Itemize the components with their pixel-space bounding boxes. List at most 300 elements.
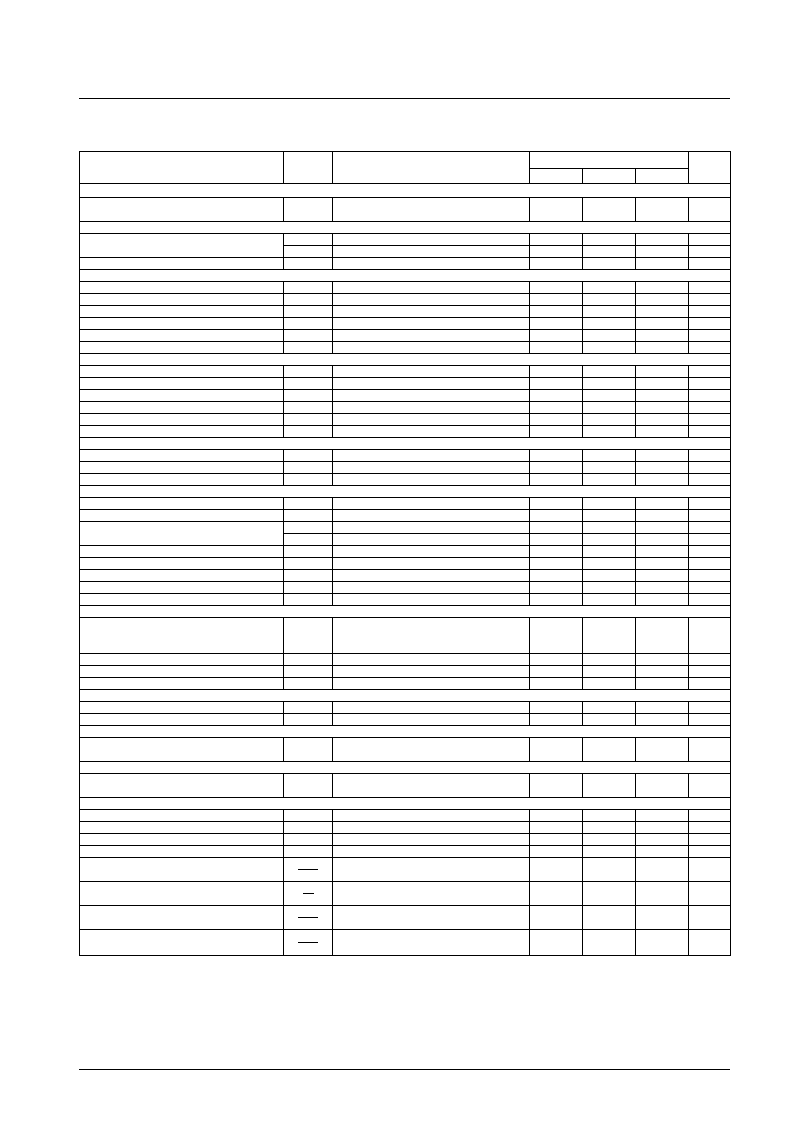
section-row bbox=[80, 606, 731, 618]
min-cell bbox=[530, 546, 583, 558]
table-row bbox=[80, 330, 731, 342]
conditions-cell bbox=[333, 246, 530, 258]
symbol-cell bbox=[284, 402, 333, 414]
table-row bbox=[80, 474, 731, 486]
parameter-cell bbox=[80, 930, 284, 956]
min-cell bbox=[530, 390, 583, 402]
table-row bbox=[80, 378, 731, 390]
min-cell bbox=[530, 474, 583, 486]
max-cell bbox=[636, 450, 689, 462]
min-cell bbox=[530, 498, 583, 510]
min-cell bbox=[530, 294, 583, 306]
section-row bbox=[80, 438, 731, 450]
conditions-cell bbox=[333, 654, 530, 666]
parameter-cell bbox=[80, 282, 284, 294]
table-row bbox=[80, 366, 731, 378]
symbol-cell bbox=[284, 450, 333, 462]
max-cell bbox=[636, 714, 689, 726]
typ-cell bbox=[583, 234, 636, 246]
min-cell bbox=[530, 810, 583, 822]
conditions-cell bbox=[333, 330, 530, 342]
typ-cell bbox=[583, 246, 636, 258]
conditions-cell bbox=[333, 702, 530, 714]
min-cell bbox=[530, 666, 583, 678]
min-cell bbox=[530, 618, 583, 654]
conditions-cell bbox=[333, 426, 530, 438]
section-row bbox=[80, 354, 731, 366]
max-cell bbox=[636, 390, 689, 402]
symbol-cell bbox=[284, 294, 333, 306]
max-cell bbox=[636, 618, 689, 654]
typ-cell bbox=[583, 258, 636, 270]
unit-cell bbox=[689, 402, 731, 414]
min-cell bbox=[530, 534, 583, 546]
header-symbol bbox=[284, 152, 333, 184]
conditions-cell bbox=[333, 582, 530, 594]
typ-cell bbox=[583, 498, 636, 510]
table-row bbox=[80, 318, 731, 330]
unit-cell bbox=[689, 882, 731, 906]
conditions-cell bbox=[333, 738, 530, 762]
section-label bbox=[80, 798, 731, 810]
parameter-cell bbox=[80, 570, 284, 582]
header-unit bbox=[689, 152, 731, 184]
conditions-cell bbox=[333, 510, 530, 522]
typ-cell bbox=[583, 666, 636, 678]
section-label bbox=[80, 606, 731, 618]
table-row bbox=[80, 702, 731, 714]
min-cell bbox=[530, 858, 583, 882]
table-row bbox=[80, 498, 731, 510]
typ-cell bbox=[583, 294, 636, 306]
symbol-cell bbox=[284, 678, 333, 690]
table-row bbox=[80, 402, 731, 414]
typ-cell bbox=[583, 522, 636, 534]
conditions-cell bbox=[333, 498, 530, 510]
max-cell bbox=[636, 234, 689, 246]
symbol-cell bbox=[284, 426, 333, 438]
typ-cell bbox=[583, 318, 636, 330]
table-row bbox=[80, 390, 731, 402]
max-cell bbox=[636, 522, 689, 534]
table-row bbox=[80, 846, 731, 858]
max-cell bbox=[636, 774, 689, 798]
conditions-cell bbox=[333, 534, 530, 546]
unit-cell bbox=[689, 258, 731, 270]
overline-mark bbox=[298, 917, 318, 918]
conditions-cell bbox=[333, 294, 530, 306]
table-row bbox=[80, 738, 731, 762]
symbol-cell bbox=[284, 666, 333, 678]
max-cell bbox=[636, 366, 689, 378]
unit-cell bbox=[689, 930, 731, 956]
header-typ bbox=[583, 169, 636, 184]
parameter-cell bbox=[80, 330, 284, 342]
conditions-cell bbox=[333, 318, 530, 330]
typ-cell bbox=[583, 342, 636, 354]
unit-cell bbox=[689, 594, 731, 606]
typ-cell bbox=[583, 474, 636, 486]
section-label bbox=[80, 690, 731, 702]
parameter-cell bbox=[80, 522, 284, 546]
parameter-cell bbox=[80, 498, 284, 510]
typ-cell bbox=[583, 810, 636, 822]
conditions-cell bbox=[333, 774, 530, 798]
min-cell bbox=[530, 510, 583, 522]
table-row bbox=[80, 570, 731, 582]
max-cell bbox=[636, 426, 689, 438]
parameter-cell bbox=[80, 858, 284, 882]
symbol-cell bbox=[284, 522, 333, 534]
typ-cell bbox=[583, 906, 636, 930]
parameter-cell bbox=[80, 702, 284, 714]
typ-cell bbox=[583, 738, 636, 762]
max-cell bbox=[636, 198, 689, 222]
unit-cell bbox=[689, 426, 731, 438]
max-cell bbox=[636, 534, 689, 546]
symbol-cell bbox=[284, 198, 333, 222]
conditions-cell bbox=[333, 906, 530, 930]
max-cell bbox=[636, 258, 689, 270]
min-cell bbox=[530, 246, 583, 258]
conditions-cell bbox=[333, 618, 530, 654]
table-row bbox=[80, 594, 731, 606]
typ-cell bbox=[583, 366, 636, 378]
symbol-cell bbox=[284, 810, 333, 822]
symbol-cell bbox=[284, 834, 333, 846]
header-parameter bbox=[80, 152, 284, 184]
unit-cell bbox=[689, 234, 731, 246]
symbol-cell bbox=[284, 258, 333, 270]
unit-cell bbox=[689, 702, 731, 714]
conditions-cell bbox=[333, 414, 530, 426]
table-row bbox=[80, 654, 731, 666]
table-row bbox=[80, 510, 731, 522]
max-cell bbox=[636, 930, 689, 956]
table-row bbox=[80, 198, 731, 222]
table-row bbox=[80, 426, 731, 438]
overline-mark bbox=[298, 869, 318, 870]
min-cell bbox=[530, 822, 583, 834]
table-row bbox=[80, 822, 731, 834]
conditions-cell bbox=[333, 558, 530, 570]
parameter-cell bbox=[80, 678, 284, 690]
min-cell bbox=[530, 678, 583, 690]
table-row bbox=[80, 522, 731, 534]
parameter-cell bbox=[80, 510, 284, 522]
table-row bbox=[80, 906, 731, 930]
typ-cell bbox=[583, 714, 636, 726]
min-cell bbox=[530, 738, 583, 762]
unit-cell bbox=[689, 198, 731, 222]
min-cell bbox=[530, 306, 583, 318]
parameter-cell bbox=[80, 834, 284, 846]
typ-cell bbox=[583, 654, 636, 666]
symbol-cell bbox=[284, 414, 333, 426]
section-row bbox=[80, 270, 731, 282]
table-row bbox=[80, 450, 731, 462]
parameter-cell bbox=[80, 774, 284, 798]
section-label bbox=[80, 354, 731, 366]
table-row bbox=[80, 882, 731, 906]
min-cell bbox=[530, 318, 583, 330]
typ-cell bbox=[583, 846, 636, 858]
conditions-cell bbox=[333, 342, 530, 354]
typ-cell bbox=[583, 198, 636, 222]
conditions-cell bbox=[333, 282, 530, 294]
symbol-cell bbox=[284, 378, 333, 390]
unit-cell bbox=[689, 654, 731, 666]
conditions-cell bbox=[333, 846, 530, 858]
min-cell bbox=[530, 234, 583, 246]
table-row bbox=[80, 558, 731, 570]
max-cell bbox=[636, 558, 689, 570]
unit-cell bbox=[689, 282, 731, 294]
symbol-cell bbox=[284, 858, 333, 882]
max-cell bbox=[636, 666, 689, 678]
symbol-cell bbox=[284, 654, 333, 666]
unit-cell bbox=[689, 666, 731, 678]
typ-cell bbox=[583, 822, 636, 834]
section-row bbox=[80, 222, 731, 234]
conditions-cell bbox=[333, 666, 530, 678]
conditions-cell bbox=[333, 810, 530, 822]
conditions-cell bbox=[333, 306, 530, 318]
conditions-cell bbox=[333, 366, 530, 378]
unit-cell bbox=[689, 246, 731, 258]
table-row bbox=[80, 810, 731, 822]
min-cell bbox=[530, 834, 583, 846]
unit-cell bbox=[689, 342, 731, 354]
unit-cell bbox=[689, 330, 731, 342]
min-cell bbox=[530, 330, 583, 342]
parameter-cell bbox=[80, 342, 284, 354]
unit-cell bbox=[689, 318, 731, 330]
unit-cell bbox=[689, 738, 731, 762]
unit-cell bbox=[689, 570, 731, 582]
parameter-cell bbox=[80, 558, 284, 570]
typ-cell bbox=[583, 414, 636, 426]
conditions-cell bbox=[333, 714, 530, 726]
unit-cell bbox=[689, 378, 731, 390]
max-cell bbox=[636, 834, 689, 846]
unit-cell bbox=[689, 810, 731, 822]
conditions-cell bbox=[333, 234, 530, 246]
max-cell bbox=[636, 498, 689, 510]
min-cell bbox=[530, 258, 583, 270]
table-row bbox=[80, 858, 731, 882]
typ-cell bbox=[583, 774, 636, 798]
section-row bbox=[80, 762, 731, 774]
parameter-cell bbox=[80, 462, 284, 474]
conditions-cell bbox=[333, 258, 530, 270]
parameter-cell bbox=[80, 234, 284, 258]
unit-cell bbox=[689, 858, 731, 882]
conditions-cell bbox=[333, 822, 530, 834]
unit-cell bbox=[689, 582, 731, 594]
max-cell bbox=[636, 906, 689, 930]
unit-cell bbox=[689, 534, 731, 546]
max-cell bbox=[636, 330, 689, 342]
unit-cell bbox=[689, 294, 731, 306]
min-cell bbox=[530, 882, 583, 906]
unit-cell bbox=[689, 846, 731, 858]
max-cell bbox=[636, 306, 689, 318]
unit-cell bbox=[689, 834, 731, 846]
parameter-cell bbox=[80, 582, 284, 594]
min-cell bbox=[530, 450, 583, 462]
min-cell bbox=[530, 702, 583, 714]
typ-cell bbox=[583, 510, 636, 522]
section-row bbox=[80, 690, 731, 702]
table-row bbox=[80, 930, 731, 956]
unit-cell bbox=[689, 510, 731, 522]
conditions-cell bbox=[333, 834, 530, 846]
typ-cell bbox=[583, 426, 636, 438]
table-row bbox=[80, 258, 731, 270]
header-max bbox=[636, 169, 689, 184]
section-row bbox=[80, 486, 731, 498]
table-row bbox=[80, 666, 731, 678]
typ-cell bbox=[583, 282, 636, 294]
section-row bbox=[80, 184, 731, 198]
conditions-cell bbox=[333, 882, 530, 906]
symbol-cell bbox=[284, 534, 333, 546]
parameter-cell bbox=[80, 822, 284, 834]
min-cell bbox=[530, 654, 583, 666]
conditions-cell bbox=[333, 858, 530, 882]
min-cell bbox=[530, 522, 583, 534]
min-cell bbox=[530, 558, 583, 570]
electrical-characteristics-table bbox=[79, 151, 731, 956]
symbol-cell bbox=[284, 582, 333, 594]
max-cell bbox=[636, 462, 689, 474]
footer-rule bbox=[79, 1069, 730, 1070]
section-label bbox=[80, 222, 731, 234]
typ-cell bbox=[583, 678, 636, 690]
section-row bbox=[80, 798, 731, 810]
typ-cell bbox=[583, 858, 636, 882]
max-cell bbox=[636, 546, 689, 558]
conditions-cell bbox=[333, 198, 530, 222]
symbol-cell bbox=[284, 510, 333, 522]
max-cell bbox=[636, 846, 689, 858]
conditions-cell bbox=[333, 522, 530, 534]
typ-cell bbox=[583, 618, 636, 654]
table-row bbox=[80, 414, 731, 426]
max-cell bbox=[636, 294, 689, 306]
symbol-cell bbox=[284, 390, 333, 402]
min-cell bbox=[530, 282, 583, 294]
header-limits bbox=[530, 152, 689, 169]
unit-cell bbox=[689, 546, 731, 558]
symbol-cell bbox=[284, 330, 333, 342]
min-cell bbox=[530, 342, 583, 354]
parameter-cell bbox=[80, 318, 284, 330]
unit-cell bbox=[689, 618, 731, 654]
conditions-cell bbox=[333, 678, 530, 690]
typ-cell bbox=[583, 702, 636, 714]
max-cell bbox=[636, 822, 689, 834]
symbol-cell bbox=[284, 774, 333, 798]
conditions-cell bbox=[333, 378, 530, 390]
typ-cell bbox=[583, 582, 636, 594]
max-cell bbox=[636, 654, 689, 666]
parameter-cell bbox=[80, 714, 284, 726]
typ-cell bbox=[583, 834, 636, 846]
table-row bbox=[80, 582, 731, 594]
symbol-cell bbox=[284, 546, 333, 558]
unit-cell bbox=[689, 678, 731, 690]
unit-cell bbox=[689, 714, 731, 726]
symbol-cell bbox=[284, 474, 333, 486]
max-cell bbox=[636, 858, 689, 882]
min-cell bbox=[530, 378, 583, 390]
symbol-cell bbox=[284, 318, 333, 330]
min-cell bbox=[530, 594, 583, 606]
section-row bbox=[80, 726, 731, 738]
min-cell bbox=[530, 426, 583, 438]
table-row bbox=[80, 714, 731, 726]
overline-mark bbox=[303, 893, 314, 894]
conditions-cell bbox=[333, 474, 530, 486]
table-row bbox=[80, 678, 731, 690]
symbol-cell bbox=[284, 498, 333, 510]
typ-cell bbox=[583, 330, 636, 342]
parameter-cell bbox=[80, 450, 284, 462]
section-label bbox=[80, 438, 731, 450]
max-cell bbox=[636, 882, 689, 906]
symbol-cell bbox=[284, 930, 333, 956]
parameter-cell bbox=[80, 846, 284, 858]
table-row bbox=[80, 294, 731, 306]
symbol-cell bbox=[284, 702, 333, 714]
min-cell bbox=[530, 714, 583, 726]
section-label bbox=[80, 270, 731, 282]
unit-cell bbox=[689, 822, 731, 834]
min-cell bbox=[530, 198, 583, 222]
table-row bbox=[80, 774, 731, 798]
symbol-cell bbox=[284, 366, 333, 378]
unit-cell bbox=[689, 474, 731, 486]
conditions-cell bbox=[333, 930, 530, 956]
symbol-cell bbox=[284, 882, 333, 906]
conditions-cell bbox=[333, 546, 530, 558]
min-cell bbox=[530, 402, 583, 414]
min-cell bbox=[530, 570, 583, 582]
max-cell bbox=[636, 678, 689, 690]
typ-cell bbox=[583, 546, 636, 558]
symbol-cell bbox=[284, 906, 333, 930]
max-cell bbox=[636, 342, 689, 354]
unit-cell bbox=[689, 390, 731, 402]
parameter-cell bbox=[80, 390, 284, 402]
max-cell bbox=[636, 594, 689, 606]
unit-cell bbox=[689, 522, 731, 534]
max-cell bbox=[636, 702, 689, 714]
unit-cell bbox=[689, 906, 731, 930]
conditions-cell bbox=[333, 462, 530, 474]
symbol-cell bbox=[284, 738, 333, 762]
max-cell bbox=[636, 474, 689, 486]
typ-cell bbox=[583, 402, 636, 414]
conditions-cell bbox=[333, 594, 530, 606]
unit-cell bbox=[689, 498, 731, 510]
symbol-cell bbox=[284, 342, 333, 354]
symbol-cell bbox=[284, 846, 333, 858]
max-cell bbox=[636, 318, 689, 330]
max-cell bbox=[636, 402, 689, 414]
